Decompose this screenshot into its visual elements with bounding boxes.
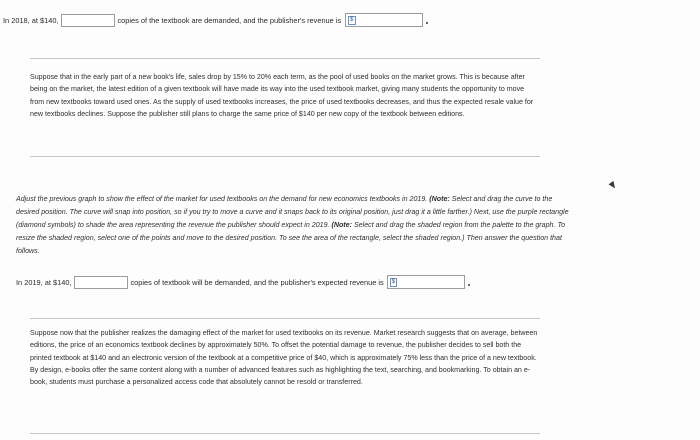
q2018-prefix: In 2018, at $140,: [3, 15, 59, 25]
instructions-part-2: Select and drag the curve to the desired position. The curve will snap into position, so if you try to move a curve and it snaps back to its original position, just drag it a little farther.) Next, use the purple rectangle (diamond symbols) to shade the area representing the revenue the publisher should expect in 2019.: [16, 195, 569, 229]
note-label-2: (Note:: [331, 221, 352, 229]
q2019-revenue-field[interactable]: [387, 275, 465, 289]
q2018-middle-text: copies of the textbook are demanded, and the publisher's revenue is: [117, 15, 342, 25]
q2019-prefix: In 2019, at $140,: [16, 277, 72, 287]
instructions-part-1: Adjust the previous graph to show the effect of the market for used textbooks on the demand for new economics textbooks in 2019.: [16, 195, 430, 203]
ebook-strategy-paragraph: Suppose now that the publisher realizes the damaging effect of the market for used textbooks on its revenue. Market research suggests that on average, between editions, the price of an economics textbook declines by approximately 50%. To offset the potential damage to revenue, the publisher decides to sell both the printed textbook at $140 and an electronic version of the textbook at a competitive price of $40, which is approximately 75% less than the price of a new textbook. By design, e-books offer the same content along with a number of advanced features such as highlighting the text, searching, and bookmarking. To obtain an e-book, students must purchase a personalized access code that absolutely cannot be resold or transferred.: [30, 329, 538, 387]
divider-4: [30, 433, 540, 434]
instructions-part-3: Select and drag the shaded region from the palette to the graph. To resize the shaded region, select one of the points and move to the desired position. To see the area of the rectangle, select the shaded region.) Then answer the question that follows.: [16, 221, 566, 255]
mouse-cursor-icon: [609, 181, 618, 190]
dollar-sign-icon: $: [350, 16, 354, 23]
period-mark: [468, 284, 470, 286]
divider-1: [30, 58, 540, 59]
q2018-quantity-input[interactable]: [61, 14, 115, 27]
question-2019-row: [16, 275, 470, 289]
dollar-sign-icon: $: [391, 278, 396, 285]
divider-3: [30, 318, 540, 319]
q2019-quantity-input[interactable]: [74, 276, 128, 289]
divider-2: [30, 156, 540, 157]
graph-instructions: [16, 193, 576, 258]
period-mark: [426, 22, 428, 24]
q2019-middle-text: copies of textbook will be demanded, and the publisher's expected revenue is: [130, 277, 384, 287]
q2018-revenue-field[interactable]: [345, 13, 423, 27]
q2018-revenue-input[interactable]: [356, 14, 451, 26]
question-2018-row: [3, 13, 428, 27]
q2019-revenue-input[interactable]: [397, 276, 492, 288]
used-book-market-paragraph: Suppose that in the early part of a new book's life, sales drop by 15% to 20% each term, as the pool of used books on the market grows. This is because after being on the market, the latest edition of a given textbook will have made its way into the used textbook market, giving many students the opportunity to move from new textbooks toward used ones. As the supply of used textbooks increases, the price of used textbooks decreases, and thus the expected resale value for new textbooks declines. Suppose the publisher still plans to charge the same price of $140 per new copy of the textbook between editions.: [30, 73, 534, 118]
note-label-1: (Note:: [429, 195, 450, 203]
